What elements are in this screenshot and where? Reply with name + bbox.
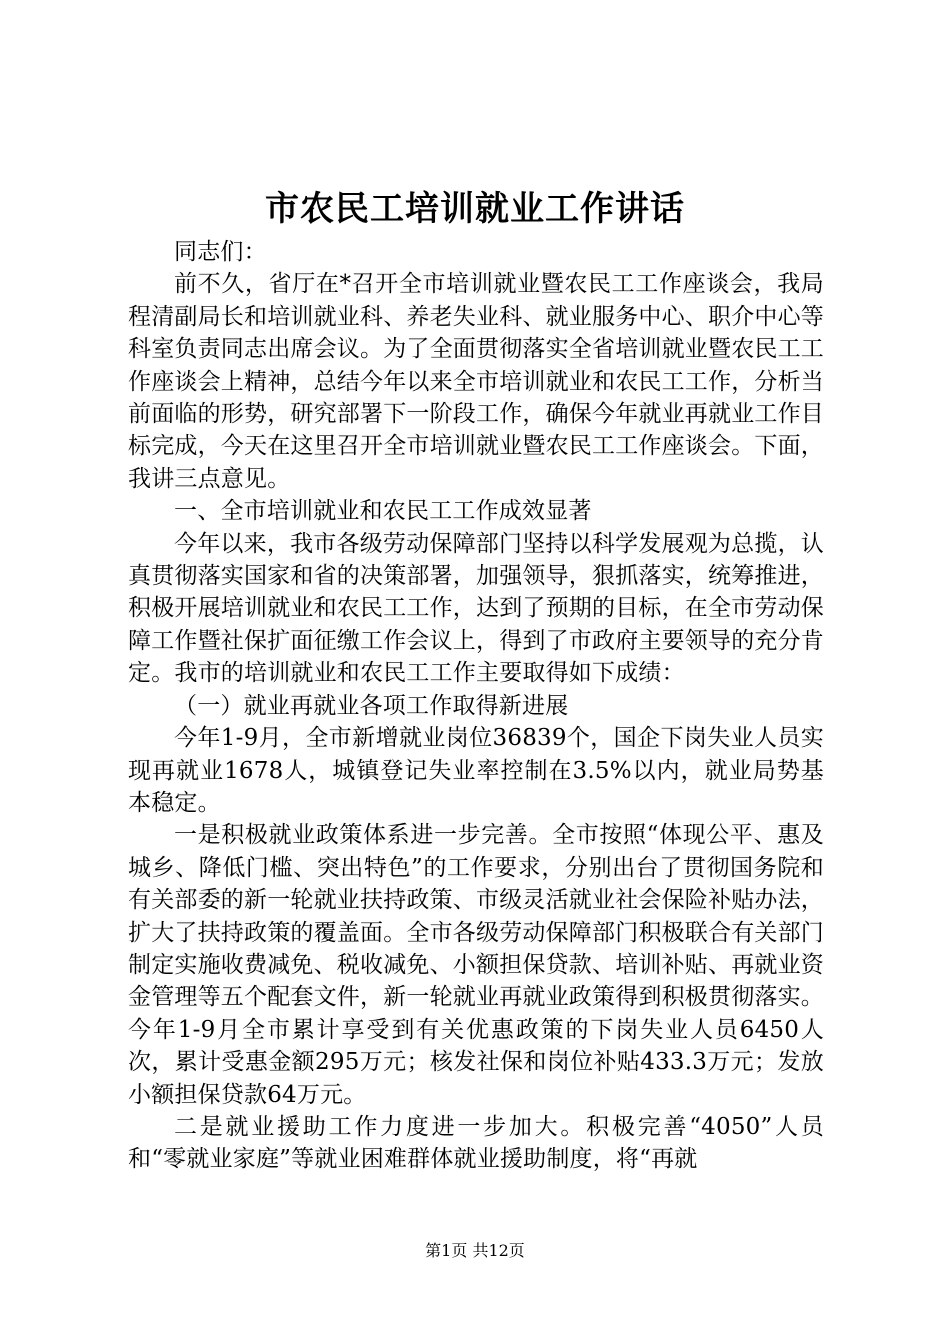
document-title: 市农民工培训就业工作讲话 (265, 189, 685, 229)
body-paragraph: 今年以来，我市各级劳动保障部门坚持以科学发展观为总揽，认真贯彻落实国家和省的决策部署，加强领导，狠抓落实，统筹推进，积极开展培训就业和农民工工作，达到了预期的目标，在全市劳动保障工作暨社保扩面征缴工作会议上，得到了市政府主要领导的充分肯定。我市的培训就业和农民工工作主要取得如下成绩： (128, 530, 824, 687)
document-body (128, 236, 824, 1176)
body-paragraph: 今年1-9月，全市新增就业岗位36839个，国企下岗失业人员实现再就业1678人，城镇登记失业率控制在3.5%以内，就业局势基本稳定。 (128, 725, 824, 816)
body-paragraph: 一是积极就业政策体系进一步完善。全市按照“体现公平、惠及城乡、降低门槛、突出特色”的工作要求，分别出台了贯彻国务院和有关部委的新一轮就业扶持政策、市级灵活就业社会保险补贴办法，扩大了扶持政策的覆盖面。全市各级劳动保障部门积极联合有关部门制定实施收费减免、税收减免、小额担保贷款、培训补贴、再就业资金管理等五个配套文件，新一轮就业再就业政策得到积极贯彻落实。今年1-9月全市累计享受到有关优惠政策的下岗失业人员6450人次，累计受惠金额295万元；核发社保和岗位补贴433.3万元；发放小额担保贷款64万元。 (128, 822, 824, 1108)
section-heading: 一、全市培训就业和农民工工作成效显著 (174, 498, 592, 525)
salutation-paragraph: 同志们： (174, 239, 267, 265)
body-paragraph: 二是就业援助工作力度进一步加大。积极完善“4050”人员和“零就业家庭”等就业困难群体就业援助制度，将“再就 (128, 1113, 824, 1173)
body-paragraph: 前不久，省厅在*召开全市培训就业暨农民工工作座谈会，我局程清副局长和培训就业科、养老失业科、就业服务中心、职介中心等科室负责同志出席会议。为了全面贯彻落实全省培训就业暨农民工工作座谈会上精神，总结今年以来全市培训就业和农民工工作，分析当前面临的形势，研究部署下一阶段工作，确保今年就业再就业工作目标完成，今天在这里召开全市培训就业暨农民工工作座谈会。下面，我讲三点意见。 (128, 271, 824, 492)
subsection-heading: （一）就业再就业各项工作取得新进展 (174, 692, 569, 719)
page-footer: 第1页 共12页 (425, 1241, 525, 1260)
